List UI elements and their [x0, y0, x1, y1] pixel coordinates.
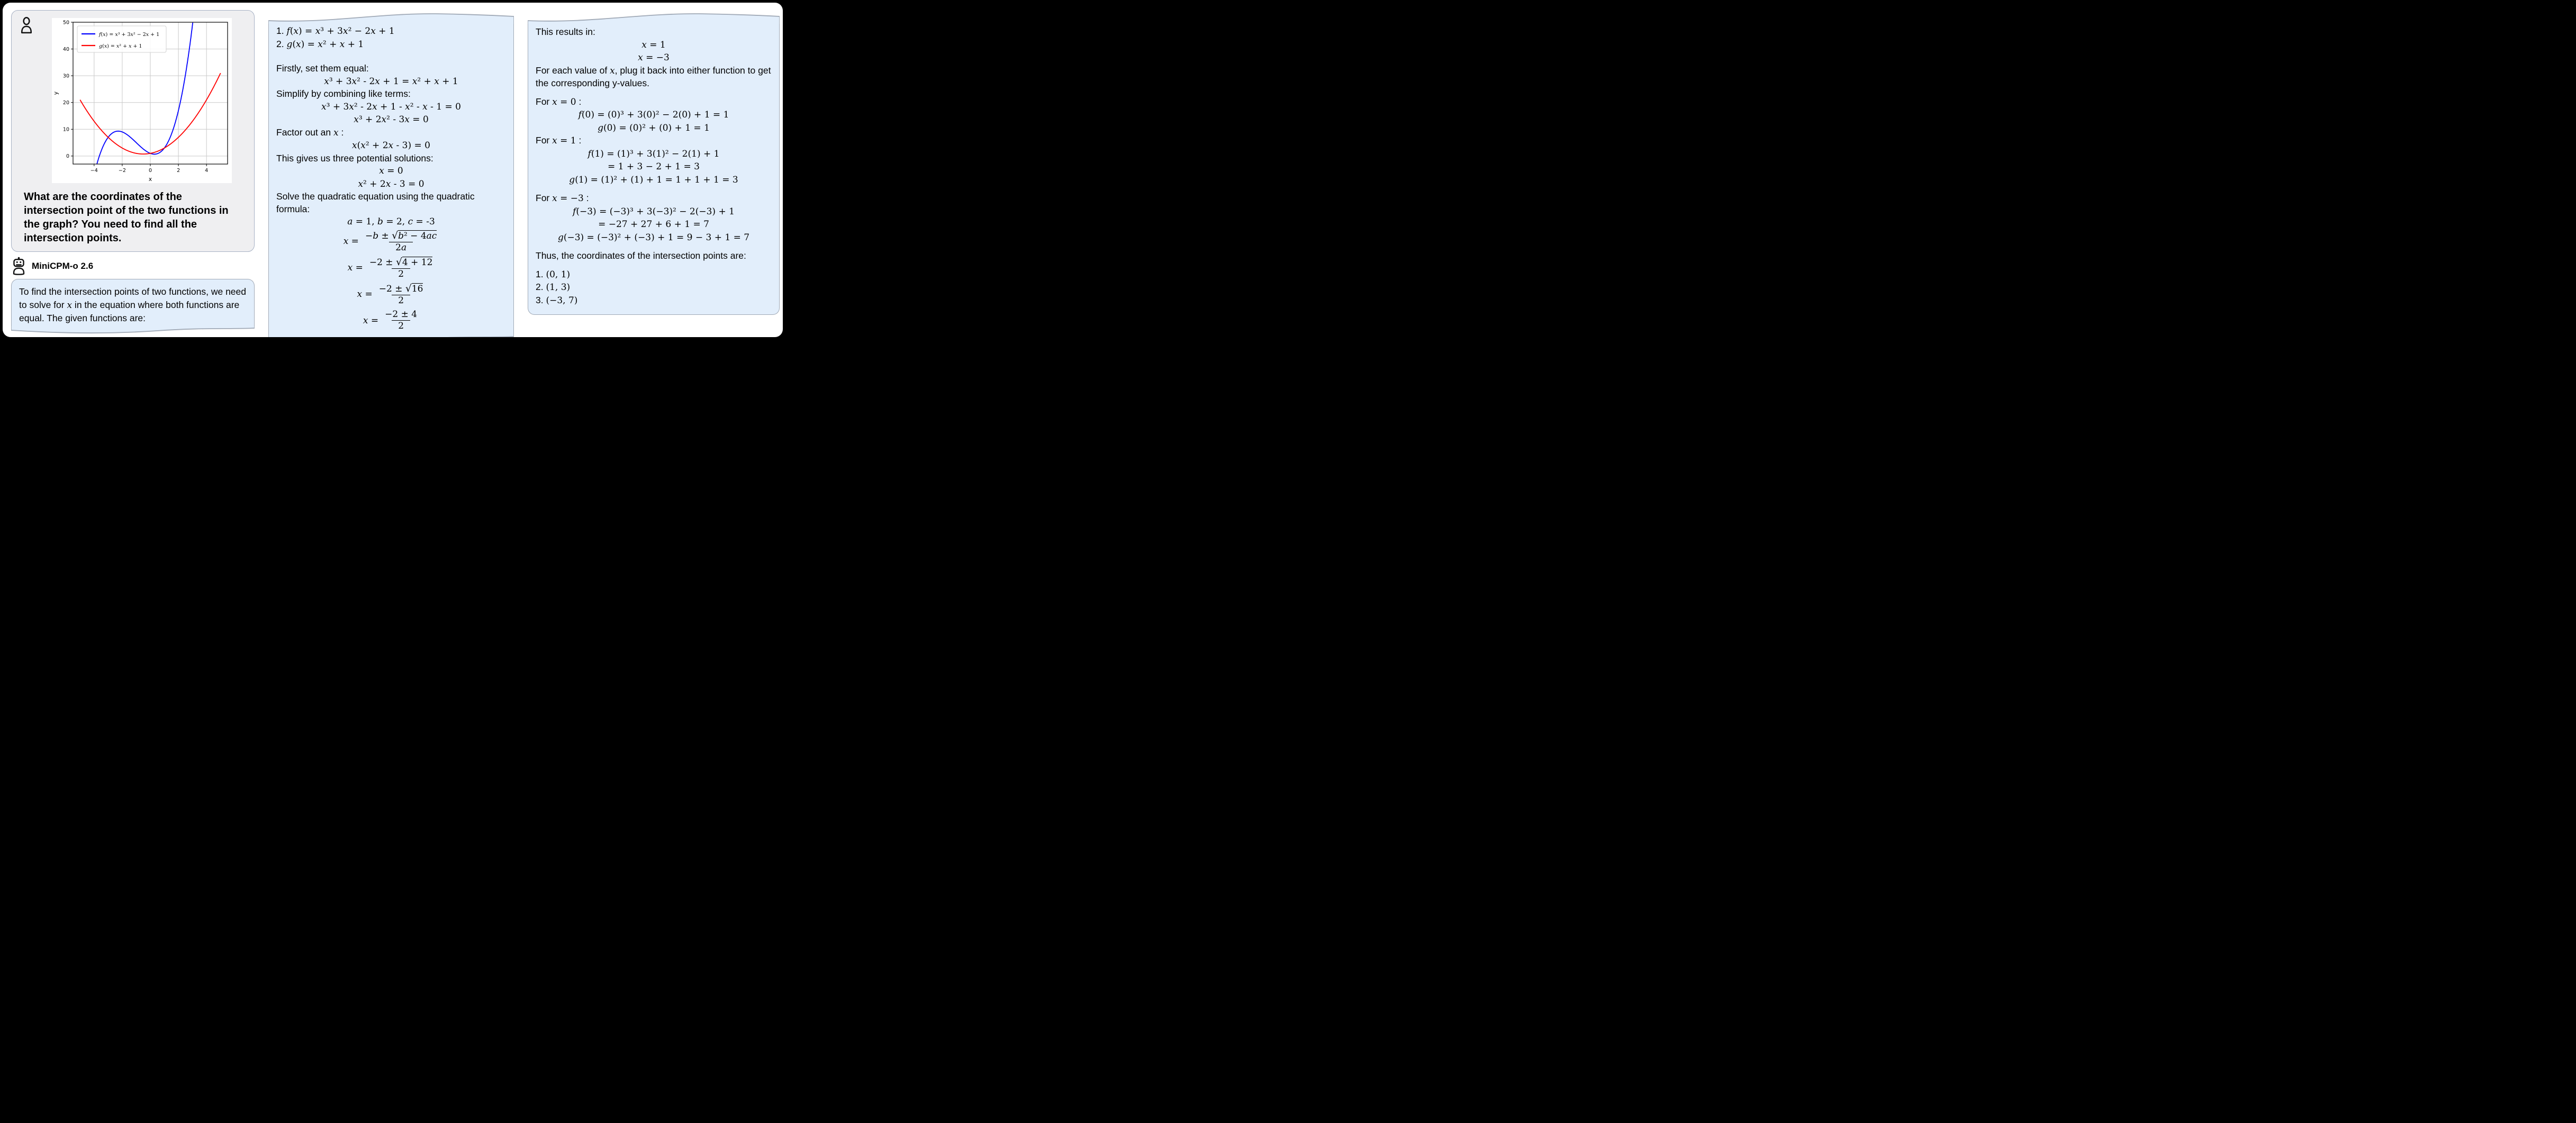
math-line: 3. (−3, 7): [536, 294, 578, 306]
math-line: 1. f(x) = x³ + 3x² − 2x + 1: [276, 25, 395, 37]
math-line: f(1) = (1)³ + 3(1)² − 2(1) + 1: [587, 148, 720, 159]
model-name-label: MiniCPM-o 2.6: [32, 260, 94, 271]
model-header: [12, 257, 254, 275]
math-line: a = 1, b = 2, c = -3: [347, 216, 435, 227]
figure-frame: [3, 3, 783, 337]
assistant-response-bubble-2: [268, 12, 514, 337]
user-message-bubble: [11, 10, 255, 252]
svg-text:g(x) = x² + x + 1: g(x) = x² + x + 1: [99, 43, 142, 49]
svg-text:f(x) = x³ + 3x² − 2x + 1: f(x) = x³ + 3x² − 2x + 1: [99, 31, 160, 38]
svg-text:20: 20: [62, 100, 69, 106]
math-line: x² + 2x - 3 = 0: [358, 178, 424, 189]
conversation-column: [11, 10, 255, 330]
function-plot: [52, 18, 232, 183]
math-line: x³ + 2x² - 3x = 0: [354, 114, 429, 125]
svg-text:0: 0: [66, 153, 69, 160]
math-line: = 1 + 3 − 2 + 1 = 3: [608, 161, 700, 172]
svg-text:10: 10: [62, 126, 69, 133]
assistant-response-text-3: [528, 24, 780, 315]
svg-text:50: 50: [62, 20, 69, 26]
fraction-line: x = $\frac{-2 \pm √4 + 12}{2}$: [347, 256, 433, 280]
svg-text:40: 40: [62, 46, 69, 52]
math-line: For each value of x, plug it back into either function to get the corresponding y-values.: [536, 65, 771, 88]
math-line: Factor out an x :: [276, 126, 344, 138]
svg-text:2: 2: [177, 168, 180, 174]
math-line: x(x² + 2x - 3) = 0: [352, 140, 430, 151]
fraction-line: x = $\frac{\text{−b ± √b² − 4ac}}{2a}$: [343, 230, 437, 253]
text-line: Firstly, set them equal:: [276, 63, 369, 74]
math-line: = −27 + 27 + 6 + 1 = 7: [598, 219, 709, 230]
math-line: For x = −3 :: [536, 193, 589, 204]
assistant-response-bubble-3: [528, 12, 780, 315]
function-plot-canvas: [52, 18, 232, 183]
math-line: f(−3) = (−3)³ + 3(−3)² − 2(−3) + 1: [573, 206, 735, 217]
torn-edge-top: [528, 12, 780, 24]
text-line: Solve the quadratic equation using the quadratic formula:: [276, 191, 475, 214]
math-line: For x = 0 :: [536, 96, 582, 107]
assistant-response-text-1: [11, 279, 255, 326]
math-line: g(−3) = (−3)² + (−3) + 1 = 9 − 3 + 1 = 7: [557, 232, 750, 243]
math-line: 1. (0, 1): [536, 268, 571, 280]
blank-line: [276, 57, 506, 62]
torn-edge-bottom: [11, 326, 255, 334]
math-line: 2. g(x) = x² + x + 1: [276, 38, 364, 50]
svg-text:4: 4: [205, 168, 209, 174]
math-line: x = 0: [379, 166, 403, 176]
math-line: x³ + 3x² - 2x + 1 - x² - x - 1 = 0: [321, 101, 461, 112]
torn-edge-top: [268, 12, 514, 24]
math-line: x = −3: [638, 52, 670, 63]
robot-icon: [12, 257, 25, 275]
plot-legend: [77, 26, 166, 52]
response-continuation-column-1: [268, 10, 514, 330]
svg-text:−4: −4: [90, 168, 98, 174]
user-question-text: What are the coordinates of the intersection point of the two functions in the graph? You need to find all the intersection points.: [24, 191, 229, 244]
y-axis-label: y: [53, 91, 59, 95]
x-axis-label: x: [148, 176, 152, 183]
blank-line: [536, 186, 772, 192]
svg-text:−2: −2: [118, 168, 126, 174]
math-line: g(0) = (0)² + (0) + 1 = 1: [598, 122, 710, 133]
text-line: This results in:: [536, 26, 595, 37]
text-line: This gives us three potential solutions:: [276, 152, 433, 164]
svg-text:30: 30: [62, 73, 69, 79]
blank-line: [536, 262, 772, 268]
fraction-line: x = $\frac{-2 \pm √16}{2}$: [357, 283, 423, 306]
math-line: For x = 1 :: [536, 135, 582, 146]
math-line: 2. (1, 3): [536, 282, 571, 293]
assistant-response-text-2: [268, 24, 514, 334]
blank-line: [536, 244, 772, 250]
user-icon: [20, 17, 33, 35]
fraction-line: x = $\frac{-2 \pm 4}{2}$: [363, 309, 418, 332]
math-line: To find the intersection points of two functions, we need to solve for x in the equation where both functions are equal. The given functions are:: [19, 286, 247, 324]
blank-line: [536, 90, 772, 96]
blank-line: [276, 51, 506, 57]
response-continuation-column-2: [528, 10, 780, 330]
torn-edge-bottom: [268, 334, 514, 337]
math-line: x = 1: [641, 39, 666, 50]
math-line: f(0) = (0)³ + 3(0)² − 2(0) + 1 = 1: [578, 110, 729, 120]
text-line: Thus, the coordinates of the intersection points are:: [536, 250, 746, 261]
svg-text:0: 0: [148, 168, 152, 174]
math-line: x³ + 3x² - 2x + 1 = x² + x + 1: [324, 76, 458, 87]
assistant-response-bubble-1: [11, 279, 255, 334]
text-line: Simplify by combining like terms:: [276, 88, 411, 99]
math-line: g(1) = (1)² + (1) + 1 = 1 + 1 + 1 = 3: [569, 174, 738, 185]
